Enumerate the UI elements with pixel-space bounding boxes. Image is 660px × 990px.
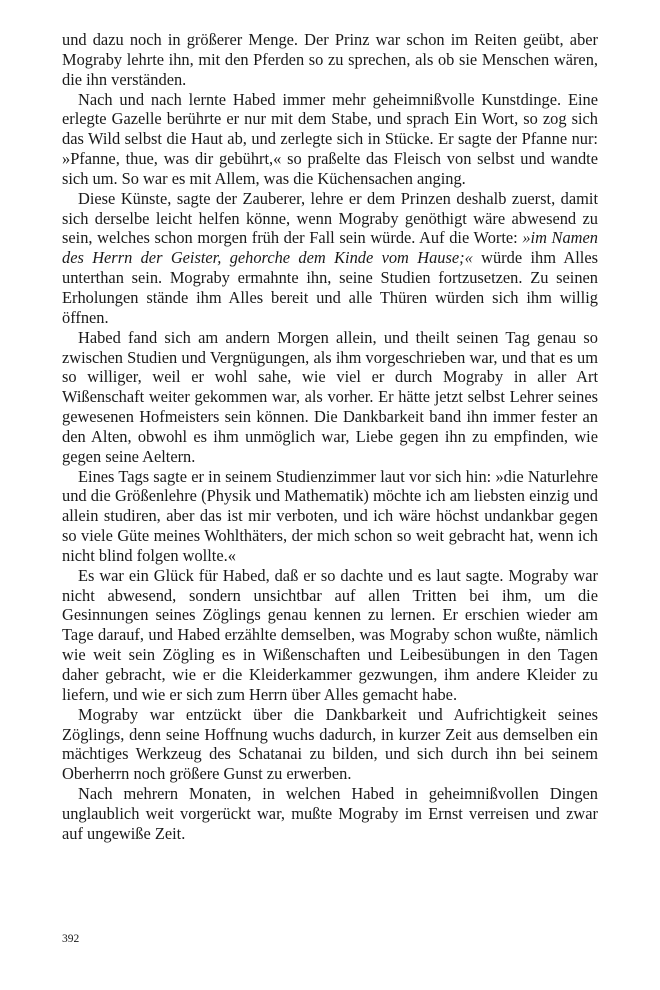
paragraph-3-before: Diese Künste, sagte der Zauberer, lehre er dem Prinzen deshalb zuerst, damit sich derselbe leicht helfen könne, wenn Mograby genöthigt wäre abwesend zu sein, welches schon morgen früh der Fall sein würde. Auf die Worte:	[62, 188, 598, 248]
page-body	[62, 30, 598, 844]
paragraph-2: Nach und nach lernte Habed immer mehr geheimnißvolle Kunstdinge. Eine erlegte Gazelle berührte er nur mit dem Stabe, und sprach Ein Wort, so zog sich das Wild selbst die Haut ab, und zerlegte sich in Stücke. Er sagte der Pfanne nur: »Pfanne, thue, was dir gebührt,« so praßelte das Fleisch von selbst und wandte sich um. So war es mit Allem, was die Küchensachen anging.	[62, 89, 598, 188]
paragraph-3-italic-quote: »im Namen des Herrn der Geister, gehorche dem Kinde vom Hause;«	[62, 228, 598, 268]
paragraph-3-after: würde ihm Alles unterthan sein. Mograby ermahnte ihn, seine Studien fortzusetzen. Zu seinen Erholungen stände ihm Alles bereit und alle Thüren würden sich ihm willig öffnen.	[62, 248, 598, 327]
paragraph-4: Habed fand sich am andern Morgen allein, und theilt seinen Tag genau so zwischen Studien und Vergnügungen, als ihm vorgeschrieben war, und that es um so williger, weil er wohl sahe, wie viel er durch Mograby in aller Art Wißenschaft weiter gekommen war, als vorher. Er hätte jetzt selbst Lehrer seines gewesenen Hofmeisters sein können. Die Dankbarkeit band ihn immer fester an den Alten, obwohl es ihm unmöglich war, Liebe gegen ihn zu empfinden, wie gegen seine Aeltern.	[62, 327, 598, 466]
paragraph-7: Mograby war entzückt über die Dankbarkeit und Aufrichtigkeit seines Zöglings, denn seine Hoffnung wuchs dadurch, in kurzer Zeit aus demselben ein mächtiges Werkzeug des Schatanai zu bilden, und sich durch ihn bei seinem Oberherrn noch größere Gunst zu erwerben.	[62, 704, 598, 784]
paragraph-3	[62, 189, 598, 328]
page-number: 392	[62, 933, 80, 945]
paragraph-6: Es war ein Glück für Habed, daß er so dachte und es laut sagte. Mograby war nicht abwesend, sondern unsichtbar auf allen Tritten bei ihm, um die Gesinnungen seines Zöglings genau kennen zu lernen. Er erschien wieder am Tage darauf, und Habed erzählte demselben, was Mograby schon wußte, nämlich wie weit sein Zögling es in Wißenschaften und Leibesübungen in den Tagen daher gebracht, wie er die Kleiderkammer gezwungen, ihm andere Kleider zu liefern, und wie er sich zum Herrn über Alles gemacht habe.	[62, 565, 598, 704]
paragraph-8: Nach mehrern Monaten, in welchen Habed in geheimnißvollen Dingen unglaublich weit vorgerückt war, mußte Mograby im Ernst verreisen und zwar auf ungewiße Zeit.	[62, 784, 598, 843]
paragraph-5: Eines Tags sagte er in seinem Studienzimmer laut vor sich hin: »die Naturlehre und die Größenlehre (Physik und Mathematik) möchte ich am liebsten einzig und allein studiren, aber das ist mir verboten, und ich wäre höchst undankbar gegen so viele Güte meines Wohlthäters, der mich schon so weit gebracht hat, wenn ich nicht blind folgen wollte.«	[62, 466, 598, 565]
paragraph-1: und dazu noch in größerer Menge. Der Prinz war schon im Reiten geübt, aber Mograby lehrte ihn, mit den Pferden so zu sprechen, als ob sie Menschen wären, die ihn verständen.	[62, 30, 598, 89]
